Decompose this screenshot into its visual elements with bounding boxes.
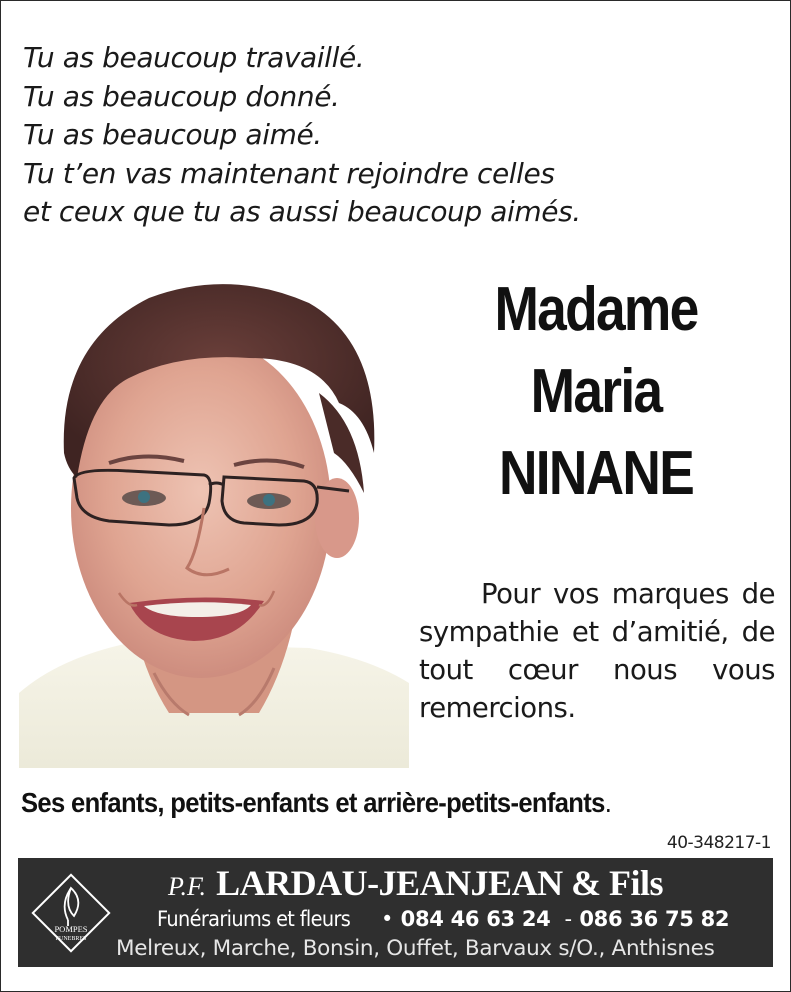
funeral-home-title: LARDAU-JEANJEAN & Fils <box>216 863 664 903</box>
poem-line: et ceux que tu as aussi beaucoup aimés. <box>23 195 581 228</box>
logo-text-pompes: POMPES <box>54 924 88 934</box>
phone-number-2: 086 36 75 82 <box>579 907 730 931</box>
services-text: Funérariums et fleurs <box>157 907 351 931</box>
thanks-message <box>419 575 775 727</box>
deceased-name <box>431 269 761 515</box>
deceased-title: Madame <box>494 275 698 344</box>
ad-reference-number: 40-348217-1 <box>666 833 771 853</box>
poem-line: Tu as beaucoup travaillé. <box>23 41 365 74</box>
portrait-photo <box>19 263 409 768</box>
logo-text-funebres: FUNEBRES <box>55 936 87 942</box>
bullet-separator: • <box>380 907 393 931</box>
funeral-home-contact <box>157 907 729 931</box>
deceased-last-name: NINANE <box>498 439 694 508</box>
funeral-home-locations: Melreux, Marche, Bonsin, Ouffet, Barvaux s/O., Anthisnes <box>116 936 715 961</box>
funeral-home-prefix: P.F. <box>168 872 207 901</box>
pompes-funebres-logo <box>24 866 118 960</box>
phone-number-1: 084 46 63 24 <box>400 907 551 931</box>
poem-line: Tu as beaucoup aimé. <box>23 118 322 151</box>
funeral-home-banner <box>18 858 773 967</box>
poem <box>23 39 581 232</box>
poem-line: Tu as beaucoup donné. <box>23 79 340 113</box>
deceased-first-name: Maria <box>530 357 662 426</box>
funeral-home-name <box>168 862 663 904</box>
family-signature-text: Ses enfants, petits-enfants et arrière-petits-enfants <box>21 787 605 818</box>
poem-line: Tu t’en vas maintenant rejoindre celles <box>23 156 555 190</box>
family-signature-period: . <box>604 787 612 818</box>
thanks-text: Pour vos marques de sympathie et d’amitié, de tout cœur nous vous remercions. <box>419 578 775 724</box>
dash-separator: - <box>564 907 572 931</box>
family-signature <box>21 787 611 819</box>
